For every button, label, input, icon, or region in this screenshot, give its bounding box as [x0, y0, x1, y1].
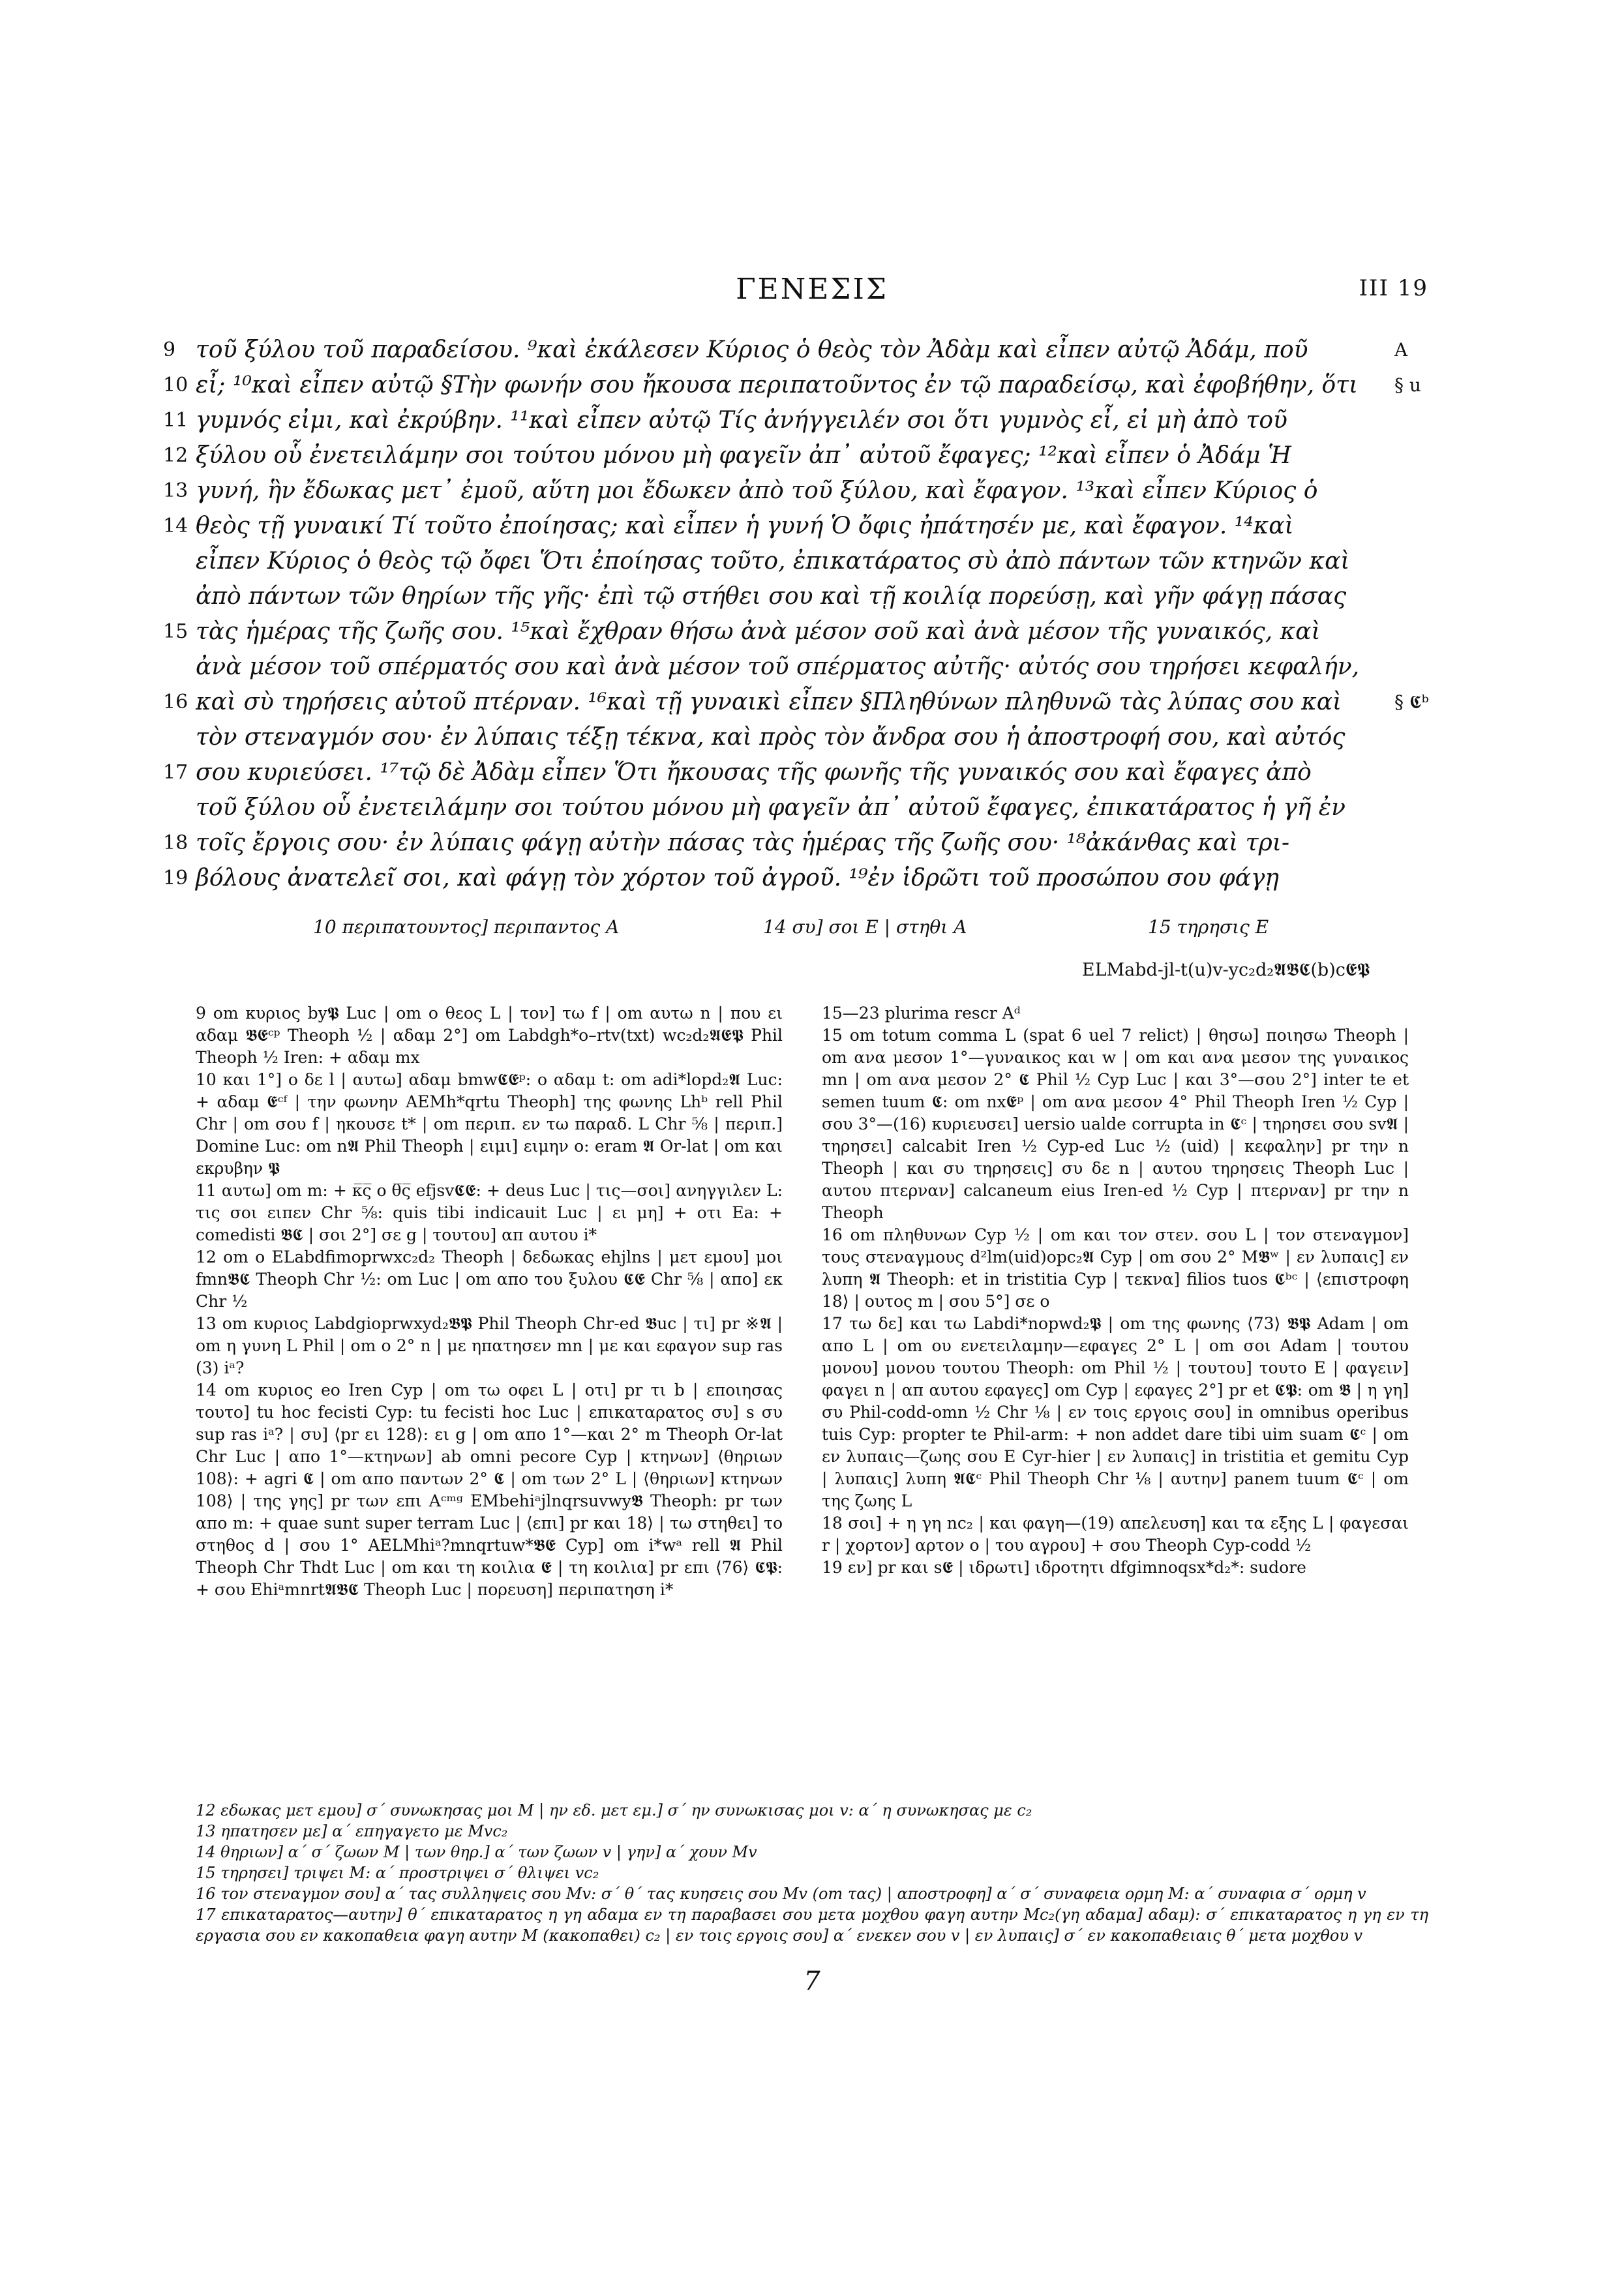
- text-line: [196, 790, 1389, 826]
- line-text: ἀπὸ πάντων τῶν θηρίων τῆς γῆς· ἐπὶ τῷ στήθει σου καὶ τῇ κοιλίᾳ πορεύσῃ, καὶ γῆν φάγῃ πάσας: [196, 583, 1347, 610]
- line-text: εἶ; ¹⁰καὶ εἶπεν αὐτῷ §Τὴν φωνήν σου ἤκουσα περιπατοῦντος ἐν τῷ παραδείσῳ, καὶ ἐφοβήθην, ὅτι: [196, 372, 1359, 398]
- text-line: [163, 438, 1389, 473]
- line-text: τοῦ ξύλου οὗ ἐνετειλάμην σοι τούτου μόνου μὴ φαγεῖν ἀπ᾽ αὐτοῦ ἔφαγες, ἐπικατάρατος ἡ γῆ ἐν: [196, 794, 1346, 821]
- line-text: θεὸς τῇ γυναικί Τί τοῦτο ἐποίησας; καὶ εἶπεν ἡ γυνή Ὁ ὄφις ἠπάτησέν με, καὶ ἔφαγον. ¹⁴καὶ: [196, 513, 1294, 539]
- page-number: 7: [804, 1966, 820, 1996]
- text-line: [163, 755, 1389, 790]
- line-number: 15: [163, 620, 188, 643]
- line-number: 19: [163, 867, 188, 890]
- text-line: [163, 509, 1389, 544]
- line-text: βόλους ἀνατελεῖ σοι, καὶ φάγῃ τὸν χόρτον τοῦ ἀγροῦ. ¹⁹ἐν ἱδρῶτι τοῦ προσώπου σου φάγῃ: [196, 865, 1279, 891]
- hexapla-note: 13 ηπατησεν με] α´ επηγαγετο με Mvc₂: [196, 1822, 508, 1840]
- apparatus-column-left: [196, 1002, 783, 1601]
- apparatus-note: 12 om ο ELabdfimoprwxc₂d₂ Theoph | δεδωκας ehjlns | μετ εμου] μοι fmn𝕭𝕮 Theoph Chr ½: om Luc | om απο του ξυλου 𝕮𝕰 Chr ⅝ | απο] εκ Chr ½: [196, 1248, 783, 1311]
- apparatus-note: 11 αυτω] om m: + κ̅ς̅ ο θ̅ς̅ efjsv𝕮𝕰: + deus Luc | τις—σοι] ανηγγιλεν L: τις σοι ειπεν Chr ⅝: quis tibi indicauit Luc | ει μη] + οτι Ea: + comedisti 𝕭𝕮 | σοι 2°] σε g | τουτου] απ αυτου i*: [196, 1181, 783, 1244]
- line-number: 11: [163, 409, 188, 432]
- line-text: τὸν στεναγμόν σου· ἐν λύπαις τέξῃ τέκνα, καὶ πρὸς τὸν ἄνδρα σου ἡ ἀποστροφή σου, καὶ αὐτός: [196, 724, 1346, 751]
- apparatus-note: 15—23 plurima rescr Aᵈ: [822, 1004, 1021, 1023]
- text-line: [163, 403, 1389, 438]
- line-number: 10: [163, 374, 188, 396]
- uncial-apparatus: [196, 916, 1389, 949]
- apparatus-note: 13 om κυριος Labdgioprwxyd₂𝕭𝕻 Phil Theoph Chr-ed 𝕭uc | τι] pr ※𝕬 | om η γυνη L Phil | om ο 2° n | με ηπατησεν mn | με και εφαγον sup ras (3) iᵃ?: [196, 1314, 783, 1377]
- book-title: ΓΕΝΕΣΙΣ: [736, 273, 888, 306]
- line-text: ἀνὰ μέσον τοῦ σπέρματός σου καὶ ἀνὰ μέσον τοῦ σπέρματος αὐτῆς· αὐτός σου τηρήσει κεφαλήν,: [196, 653, 1360, 680]
- line-text: εἶπεν Κύριος ὁ θεὸς τῷ ὄφει Ὅτι ἐποίησας τοῦτο, ἐπικατάρατος σὺ ἀπὸ πάντων τῶν κτηνῶν καὶ: [196, 548, 1350, 575]
- text-line: [196, 720, 1389, 755]
- margin-note: § u: [1394, 374, 1421, 396]
- hexapla-note: 12 εδωκας μετ εμου] σ´ συνωκησας μοι M | ην εδ. μετ εμ.] σ´ ην συνωκισας μοι v: α´ η συνωκησας με c₂: [196, 1801, 1032, 1819]
- running-header: [196, 273, 1428, 312]
- hexapla-note: 17 επικαταρατος—αυτην] θ´ επικαταρατος η γη αδαμα εν τη παραβασει σου μετα μοχθου φαγη αυτην Mc₂(γη αδαμα] αδαμ): σ´ επικαταρατος η γη εν τη εργασια σου εν κακοπαθεια φαγη αυτην M (κακοπαθει) c₂ | εν τοις εργοις σου] α´ ενεκεν σου v | εν λυπαις] σ´ εν κακοπαθειαις θ´ μετα μοχθου v: [196, 1906, 1428, 1945]
- line-number: 9: [163, 338, 176, 361]
- apparatus-note: 14 om κυριος eo Iren Cyp | om τω οφει L | οτι] pr τι b | εποιησας τουτο] tu hoc fecisti Cyp: tu fecisti hoc Luc | επικαταρατος συ] s συ sup ras iᵃ? | συ] ⟨pr ει 128⟩: ει g | om απο 1°—και 2° m Theoph Or-lat Chr Luc | απο 1°—κτηνων] ab omni pecore Cyp | κτηνων] ⟨θηριων 108⟩: + agri 𝕮 | om απο παντων 2° 𝕮 | om των 2° L | ⟨θηριων] κτηνων 108⟩ | της γης] pr των επι Aᶜᵐᵍ EMbehiᵃjlnqrsuvwy𝕭 Theoph: pr των απο m: + quae sunt super terram Luc | ⟨επι] pr και 18⟩ | τω στηθει] το στηθος d | σου 1° AELMhiᵃ?mnqrtuw*𝕭𝕰 Cyp] om i*wᵃ rell 𝕬 Phil Theoph Chr Thdt Luc | om και τη κοιλια 𝕰 | τη κοιλια] pr επι ⟨76⟩ 𝕮𝕻: + σου Ehiᵃmnrt𝕬𝕭𝕮 Theoph Luc | πορευση] περιπατηση i*: [196, 1381, 783, 1599]
- text-line: [163, 368, 1421, 403]
- apparatus-note: 16 om πληθυνων Cyp ½ | om και τον στεν. σου L | τον στεναγμον] τους στεναγμους d²lm(uid)opc₂𝕬 Cyp | om σου 2° M𝕭ʷ | εν λυπαις] εν λυπη 𝕬 Theoph: et in tristitia Cyp | τεκνα] filios tuos 𝕮ᵇᶜ | ⟨επιστροφη 18⟩ | ουτος m | σου 5°] σε o: [822, 1225, 1409, 1311]
- text-line: [163, 333, 1408, 368]
- apparatus-entry: 15 τηρησις E: [1148, 916, 1269, 938]
- text-line: [196, 650, 1389, 685]
- critical-apparatus: [196, 1002, 1428, 1739]
- line-number: 17: [163, 761, 188, 784]
- text-line: [163, 614, 1389, 650]
- margin-note: A: [1394, 339, 1408, 361]
- line-number: 18: [163, 831, 188, 854]
- hexapla-note: 14 θηριων] α´ σ´ ζωων M | των θηρ.] α´ των ζωων v | γην] α´ χουν Mv: [196, 1843, 757, 1861]
- greek-main-text: [163, 333, 1429, 896]
- line-text: καὶ σὺ τηρήσεις αὐτοῦ πτέρναν. ¹⁶καὶ τῇ γυναικὶ εἶπεν §Πληθύνων πληθυνῶ τὰς λύπας σου καὶ: [196, 689, 1342, 715]
- text-line: [163, 473, 1389, 509]
- line-number: 12: [163, 444, 188, 467]
- line-number: 13: [163, 479, 188, 502]
- text-line: [196, 579, 1389, 614]
- apparatus-note: 19 εν] pr και s𝕰 | ιδρωτι] ιδροτητι dfgimnoqsx*d₂*: sudore: [822, 1558, 1306, 1577]
- hexapla-note: 16 τον στεναγμον σου] α´ τας συλληψεις σου Mv: σ´ θ´ τας κυησεις σου Mv (om τας) | αποστροφη] α´ σ´ συναφεια ορμη M: α´ συναφια σ´ ορμη v: [196, 1885, 1366, 1903]
- text-line: [163, 861, 1389, 896]
- chapter-verse-reference: III 19: [1359, 275, 1428, 301]
- apparatus-column-right: [822, 1002, 1409, 1579]
- margin-note: § 𝕮ᵇ: [1394, 691, 1429, 713]
- line-text: τοῖς ἔργοις σου· ἐν λύπαις φάγῃ αὐτὴν πάσας τὰς ἡμέρας τῆς ζωῆς σου· ¹⁸ἀκάνθας καὶ τρι-: [196, 830, 1290, 856]
- line-number: 14: [163, 515, 188, 537]
- apparatus-note: 9 om κυριος by𝕻 Luc | om ο θεος L | τον] τω f | om αυτω n | που ει αδαμ 𝕭𝕰ᶜᵖ Theoph ½ | αδαμ 2°] om Labdgh*o–rtv(txt) wc₂d₂𝕬𝕰𝕻 Phil Theoph ½ Iren: + αδαμ mx: [196, 1004, 783, 1067]
- line-text: γυνή, ἣν ἔδωκας μετ᾽ ἐμοῦ, αὕτη μοι ἔδωκεν ἀπὸ τοῦ ξύλου, καὶ ἔφαγον. ¹³καὶ εἶπεν Κύριος ὁ: [196, 477, 1318, 504]
- line-text: σου κυριεύσει. ¹⁷τῷ δὲ Ἀδὰμ εἶπεν Ὅτι ἤκουσας τῆς φωνῆς τῆς γυναικός σου καὶ ἔφαγες ἀπὸ: [196, 759, 1312, 786]
- line-text: ξύλου οὗ ἐνετειλάμην σοι τούτου μόνου μὴ φαγεῖν ἀπ᾽ αὐτοῦ ἔφαγες; ¹²καὶ εἶπεν ὁ Ἀδάμ Ἡ: [196, 442, 1291, 469]
- line-text: τὰς ἡμέρας τῆς ζωῆς σου. ¹⁵καὶ ἔχθραν θήσω ἀνὰ μέσον σοῦ καὶ ἀνὰ μέσον τῆς γυναικός, καὶ: [196, 618, 1321, 645]
- line-number: 16: [163, 691, 188, 713]
- apparatus-entry: 14 συ] σοι E | στηθι A: [763, 916, 967, 938]
- text-line: [196, 544, 1389, 579]
- witness-list: ELMabd-jl-t(u)v-yc₂d₂𝕬𝕭𝕮(b)c𝕰𝕻: [1081, 960, 1370, 980]
- apparatus-note: 17 τω δε] και τω Labdi*nopwd₂𝕻 | om της φωνης ⟨73⟩ 𝕭𝕻 Adam | om απο L | om ου ενετειλαμην—εφαγες 2° L | om σοι Adam | τουτου μονου] μονου τουτου Theoph: om Phil ½ | τουτου] τουτο E | φαγειν] φαγει n | απ αυτου εφαγες] om Cyp | εφαγες 2°] pr et 𝕮𝕻: om 𝕭 | η γη] συ Phil-codd-omn ½ Chr ⅛ | εν τοις εργοις σου] in omnibus operibus tuis Cyp: propter te Phil-arm: + non addet dare tibi uim suam 𝕮ᶜ | om εν λυπαις—ζωης σου E Cyr-hier | εν λυπαις] in tristitia et gemitu Cyp | λυπαις] λυπη 𝕬𝕮ᶜ Phil Theoph Chr ⅛ | αυτην] panem tuum 𝕮ᶜ | om της ζωης L: [822, 1314, 1409, 1510]
- line-text: τοῦ ξύλου τοῦ παραδείσου. ⁹καὶ ἐκάλεσεν Κύριος ὁ θεὸς τὸν Ἀδὰμ καὶ εἶπεν αὐτῷ Ἀδάμ, ποῦ: [196, 337, 1308, 363]
- apparatus-note: 10 και 1°] ο δε l | αυτω] αδαμ bmw𝕮𝕰ᵖ: ο αδαμ t: om adi*lopd₂𝕬 Luc: + αδαμ 𝕰ᶜᶠ | την φωνην AEMh*qrtu Theoph] της φωνης Lhᵇ rell Phil Chr | om σου f | ηκουσε t* | om περιπ. εν τω παραδ. L Chr ⅝ | περιπ.] Domine Luc: om n𝕬 Phil Theoph | ειμι] ειμην o: eram 𝕬 Or-lat | om και εκρυβην 𝕻: [196, 1070, 783, 1178]
- text-line: [163, 826, 1389, 861]
- apparatus-note: 18 σοι] + η γη nc₂ | και φαγη—(19) απελευση] και τα εξης L | φαγεσαι r | χορτον] αρτον o | του αγρου] + σου Theoph Cyp-codd ½: [822, 1514, 1409, 1555]
- apparatus-note: 15 om totum comma L (spat 6 uel 7 relict) | θησω] ποιησω Theoph | om ανα μεσον 1°—γυναικος και w | om και ανα μεσον της γυναικος mn | om ανα μεσον 2° 𝕮 Phil ½ Cyp Luc | και 3°—σου 2°] inter te et semen tuum 𝕮: om nx𝕰ᵖ | om ανα μεσον 4° Phil Theoph Iren ½ Cyp | σου 3°—(16) κυριευσει] uersio ualde corrupta in 𝕮ᶜ | τηρησει σου sv𝕬 | τηρησει] calcabit Iren ½ Cyp-ed Luc ½ (uid) | κεφαλην] pr την n Theoph | και συ τηρησεις] συ δε n | αυτου τηρησεις Theoph Luc | αυτου πτερναν] calcaneum eius Iren-ed ½ Cyp | πτερναν] pr την n Theoph: [822, 1026, 1409, 1222]
- hexapla-note: 15 τηρησει] τριψει M: α´ προστριψει σ´ θλιψει vc₂: [196, 1864, 599, 1882]
- line-text: γυμνός εἰμι, καὶ ἐκρύβην. ¹¹καὶ εἶπεν αὐτῷ Τίς ἀνήγγειλέν σοι ὅτι γυμνὸς εἶ, εἰ μὴ ἀπὸ τοῦ: [196, 407, 1287, 434]
- hexaplaric-apparatus: [196, 1800, 1428, 1946]
- text-line: [163, 685, 1429, 720]
- apparatus-entry: 10 περιπατουντος] περιπαντος A: [313, 916, 620, 938]
